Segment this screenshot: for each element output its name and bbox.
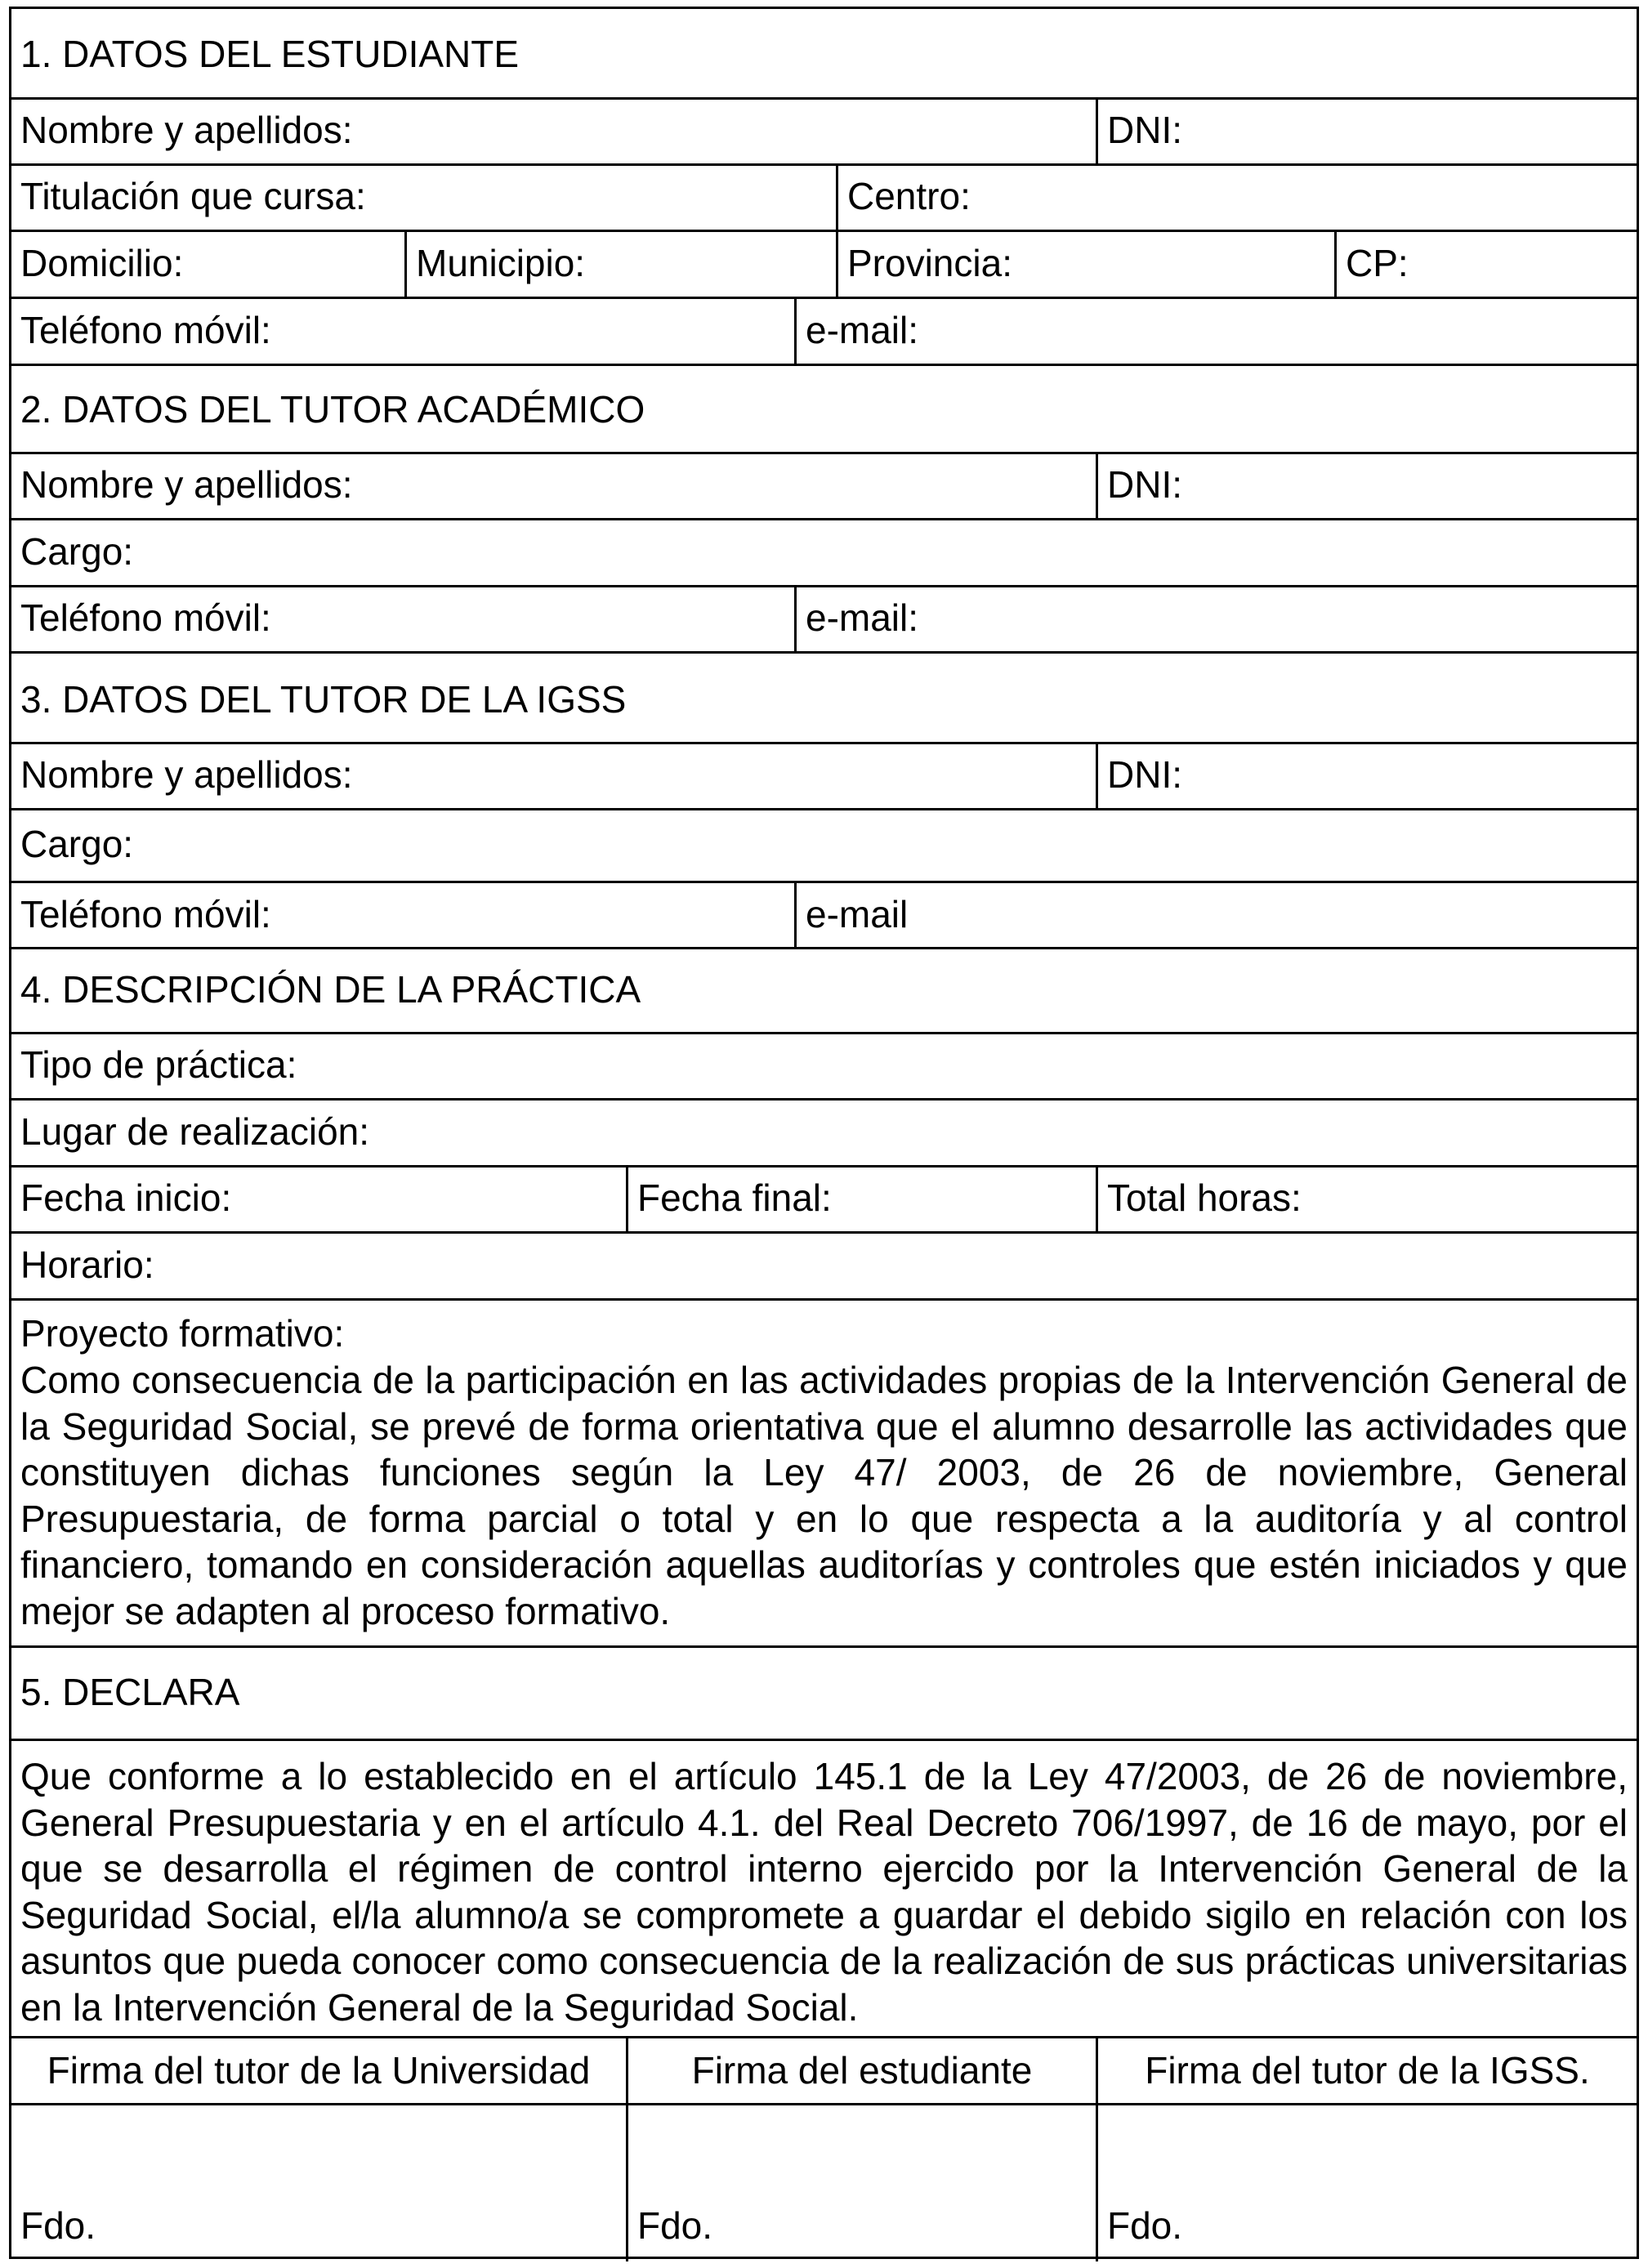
signature-fdo-student: Fdo. — [637, 2204, 713, 2247]
training-project-label: Proyecto formativo: — [20, 1312, 345, 1355]
row-divider — [11, 1032, 1637, 1034]
section-title-academic-tutor: 2. DATOS DEL TUTOR ACADÉMICO — [20, 388, 645, 431]
row-divider — [11, 1231, 1637, 1234]
row-divider — [11, 1645, 1637, 1648]
row-divider — [11, 585, 1637, 587]
column-divider — [1096, 1165, 1098, 1234]
column-divider — [1096, 742, 1098, 810]
academic-tutor-phone-label: Teléfono móvil: — [20, 596, 271, 639]
row-divider — [11, 881, 1637, 883]
column-divider — [1334, 230, 1337, 299]
practice-start-date-label: Fecha inicio: — [20, 1176, 232, 1219]
column-divider — [794, 881, 797, 949]
academic-tutor-name-label: Nombre y apellidos: — [20, 463, 353, 506]
row-divider — [11, 1298, 1637, 1301]
column-divider — [794, 585, 797, 654]
section-title-student: 1. DATOS DEL ESTUDIANTE — [20, 33, 520, 75]
row-divider — [11, 651, 1637, 654]
column-divider — [794, 297, 797, 366]
student-dni-label: DNI: — [1107, 109, 1182, 151]
row-divider — [11, 452, 1637, 454]
column-divider — [1096, 452, 1098, 520]
column-divider — [836, 163, 838, 299]
row-divider — [11, 97, 1637, 100]
student-municipality-label: Municipio: — [416, 242, 586, 284]
practice-location-label: Lugar de realización: — [20, 1110, 370, 1153]
signature-header-student: Firma del estudiante — [691, 2049, 1033, 2092]
row-divider — [11, 297, 1637, 299]
row-divider — [11, 1165, 1637, 1167]
igss-tutor-email-label: e-mail — [806, 893, 909, 935]
student-degree-label: Titulación que cursa: — [20, 175, 366, 217]
academic-tutor-email-label: e-mail: — [806, 596, 919, 639]
signature-header-igss-tutor: Firma del tutor de la IGSS. — [1145, 2049, 1590, 2092]
igss-tutor-position-label: Cargo: — [20, 823, 134, 865]
student-province-label: Provincia: — [847, 242, 1012, 284]
column-divider — [1096, 97, 1098, 166]
row-divider — [11, 947, 1637, 949]
row-divider — [11, 364, 1637, 366]
row-divider — [11, 163, 1637, 166]
practice-schedule-label: Horario: — [20, 1243, 154, 1286]
igss-tutor-dni-label: DNI: — [1107, 753, 1182, 796]
row-divider — [11, 808, 1637, 810]
row-divider — [11, 2103, 1637, 2105]
student-email-label: e-mail: — [806, 309, 919, 351]
training-project-text: Como consecuencia de la participación en las actividades propias de la Intervención General de la Seguridad Social, se prevé de forma orientativa que el alumno desarrolle las actividades que constituyen dichas funciones según la Ley 47/ 2003, de 26 de noviembre, General Presupuestaria, de forma parcial o total y en lo que respecta a la auditoría y al control financiero, tomando en consideración aquellas auditorías y controles que estén iniciados y que mejor se adapten al proceso formativo. — [20, 1359, 1628, 1632]
row-divider — [11, 742, 1637, 744]
section-title-practice: 4. DESCRIPCIÓN DE LA PRÁCTICA — [20, 968, 641, 1011]
signature-fdo-igss-tutor: Fdo. — [1107, 2204, 1183, 2247]
practice-total-hours-label: Total horas: — [1107, 1176, 1302, 1219]
row-divider — [11, 1098, 1637, 1101]
row-divider — [11, 1739, 1637, 1741]
practice-agreement-form — [9, 7, 1639, 2259]
academic-tutor-position-label: Cargo: — [20, 530, 134, 573]
igss-tutor-name-label: Nombre y apellidos: — [20, 753, 353, 796]
column-divider — [626, 1165, 628, 1234]
academic-tutor-dni-label: DNI: — [1107, 463, 1182, 506]
signature-header-university-tutor: Firma del tutor de la Universidad — [47, 2049, 591, 2092]
signature-fdo-university-tutor: Fdo. — [20, 2204, 96, 2247]
section-title-igss-tutor: 3. DATOS DEL TUTOR DE LA IGSS — [20, 678, 627, 721]
row-divider — [11, 518, 1637, 520]
student-phone-label: Teléfono móvil: — [20, 309, 271, 351]
student-name-label: Nombre y apellidos: — [20, 109, 353, 151]
column-divider — [404, 230, 407, 299]
row-divider — [11, 2036, 1637, 2038]
practice-end-date-label: Fecha final: — [637, 1176, 832, 1219]
student-postal-code-label: CP: — [1346, 242, 1409, 284]
row-divider — [11, 230, 1637, 232]
practice-type-label: Tipo de práctica: — [20, 1043, 297, 1086]
student-center-label: Centro: — [847, 175, 971, 217]
student-address-label: Domicilio: — [20, 242, 184, 284]
section-title-declaration: 5. DECLARA — [20, 1671, 240, 1713]
declaration-text: Que conforme a lo establecido en el artículo 145.1 de la Ley 47/2003, de 26 de noviembre, General Presupuestaria y en el artículo 4.1. del Real Decreto 706/1997, de 16 de mayo, por el que se desarrolla el régimen de control interno ejercido por la Intervención General de la Seguridad Social, el/la alumno/a se compromete a guardar el debido sigilo en relación con los asuntos que pueda conocer como consecuencia de la realización de sus prácticas universitarias en la Intervención General de la Seguridad Social. — [20, 1755, 1628, 2029]
igss-tutor-phone-label: Teléfono móvil: — [20, 893, 271, 935]
